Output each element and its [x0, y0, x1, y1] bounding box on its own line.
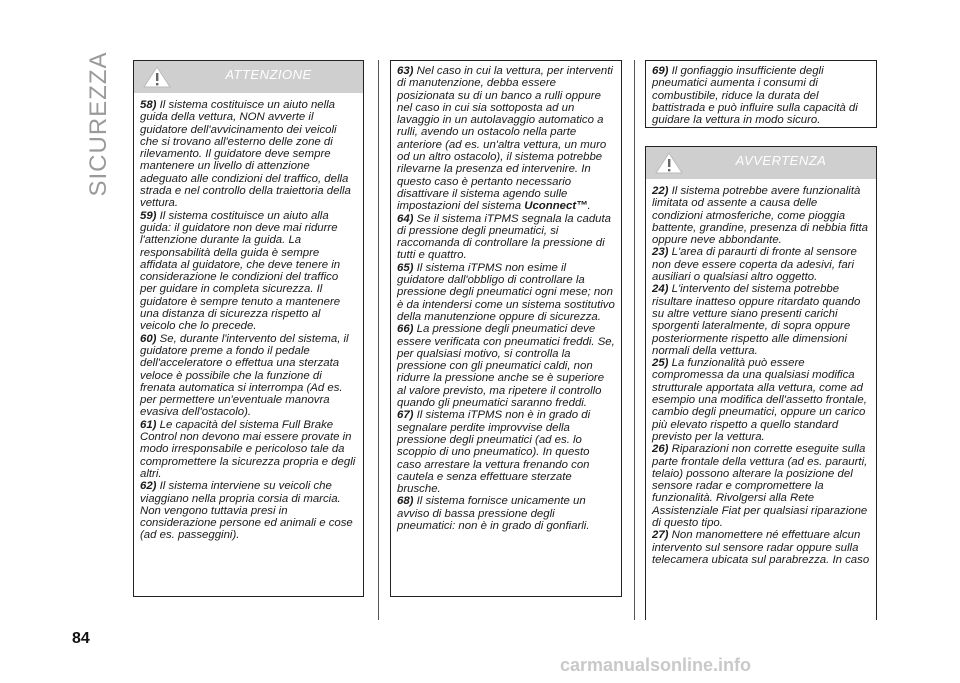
- avvertenza-box: [645, 146, 877, 620]
- note-number: 22): [652, 185, 669, 197]
- note-text: Se, durante l'intervento del sistema, il guidatore preme a fondo il pedale dell'acceleratore o effettua una sterzata veloce è possibile che la funzione di frenata automatica si interrompa (Ad es. per permettere un'eventuale manovra evasiva dell'ostacolo).: [140, 332, 349, 419]
- note-text: Il gonfiaggio insufficiente degli pneumatici aumenta i consumi di combustibile, riduce la durata del battistrada e può influire sulla capacità di guidare la vettura in modo sicuro.: [652, 65, 858, 127]
- note-item: [397, 65, 615, 213]
- note-number: 26): [652, 443, 669, 456]
- note-tail: .: [587, 200, 591, 213]
- attenzione-notes-col1: [140, 99, 357, 542]
- warning-triangle-icon: [654, 152, 684, 174]
- note-text: L'area di paraurti di fronte al sensore non deve essere coperta da adesivi, fari ausiliari o qualsiasi altro oggetto.: [652, 246, 857, 284]
- note-number: 68): [397, 495, 414, 508]
- note-text: Il sistema costituisce un aiuto nella guida della vettura, NON avverte il guidatore dell'avvicinamento dei veicoli che si trovano all'esterno delle zone di rilevamento. Il guidatore deve sempre mantenere un livello di attenzione adeguato alle condizioni del traffico, della strada e nel controllo della traiettoria della vettura.: [140, 99, 351, 210]
- note-text: Il sistema potrebbe avere funzionalità limitata od assente a causa delle condizioni atmosferiche, come pioggia battente, grandine, presenza di nebbia fitta oppure neve abbondante.: [652, 185, 868, 247]
- note-text: Le capacità del sistema Full Brake Control non devono mai essere provate in modo irresponsabile e pericoloso tale da compromettere la sicurezza propria e degli altri.: [140, 418, 356, 480]
- note-item: [652, 529, 870, 566]
- note-text: Il sistema interviene su veicoli che viaggiano nella propria corsia di marcia. Non vengono tuttavia presi in considerazione persone ed animali e cose (ad es. passeggini).: [140, 480, 353, 542]
- note-item: [652, 185, 870, 246]
- note-text: Il sistema iTPMS non esime il guidatore dall'obbligo di controllare la pressione degli pneumatici ogni mese; non è da intendersi come un sistema sostitutivo della manutenzione oppure di sicurezza.: [397, 261, 615, 323]
- note-item: [652, 357, 870, 443]
- attenzione-title: ATTENZIONE: [225, 67, 312, 82]
- note-number: 65): [397, 261, 414, 274]
- note-item: [397, 262, 615, 323]
- note-item: [652, 283, 870, 357]
- warning-triangle-icon: [142, 66, 172, 88]
- note-number: 25): [652, 357, 669, 370]
- note-number: 64): [397, 212, 414, 225]
- note-item: [652, 246, 870, 283]
- note-item: [397, 409, 615, 495]
- section-side-title: [76, 50, 112, 200]
- note-number: 27): [652, 529, 669, 542]
- attenzione-box: [133, 60, 364, 597]
- watermark: carmanualsonline.info: [560, 655, 752, 675]
- note-number: 69): [652, 65, 669, 77]
- note-item: [140, 99, 357, 210]
- note-item: [652, 443, 870, 529]
- note-text: Riparazioni non corrette eseguite sulla parte frontale della vettura (ad es. paraurti, telaio) possono alterare la posizione del sensore radar e compromettere la funzionalità. Rivolgersi alla Rete Assistenziale Fiat per qualsiasi riparazione di questo tipo.: [652, 443, 868, 530]
- note-item: [140, 480, 357, 541]
- attenzione-notes-col2: [397, 65, 615, 532]
- note-number: 66): [397, 323, 414, 336]
- attenzione-header: [134, 61, 363, 93]
- note-number: 61): [140, 418, 157, 431]
- note-text: Il sistema iTPMS non è in grado di segnalare perdite improvvise della pressione degli pneumatici (ad es. lo scoppio di uno pneumatico). In questo caso arrestare la vettura frenando con cautela e senza effettuare sterzate brusche.: [397, 409, 591, 496]
- attenzione-continued-box-2: [645, 60, 877, 128]
- note-number: 62): [140, 480, 157, 493]
- note-item: [397, 323, 615, 409]
- note-item: [140, 419, 357, 480]
- note-text: La funzionalità può essere compromessa da una qualsiasi modifica strutturale apportata alla vettura, come ad esempio una modifica dell'assetto frontale, cambio degli pneumatici, oppure un carico più elevato rispetto a quello standard previsto per la vettura.: [652, 357, 867, 443]
- column-divider: [634, 60, 635, 620]
- note-number: 60): [140, 332, 157, 345]
- attenzione-continued-box: [390, 60, 622, 597]
- note-text: Il sistema costituisce un aiuto alla guida: il guidatore non deve mai ridurre l'attenzione durante la guida. La responsabilità della guida è sempre affidata al guidatore, che deve tenere in considerazione le condizioni del traffico per guidare in completa sicurezza. Il guidatore è sempre tenuto a mantenere una distanza di sicurezza rispetto al veicolo che lo precede.: [140, 209, 341, 333]
- avvertenza-notes: [652, 185, 870, 566]
- note-emphasis: Uconnect™: [524, 200, 588, 213]
- note-item: [652, 65, 870, 126]
- note-item: [140, 210, 357, 333]
- avvertenza-header: [646, 147, 876, 179]
- avvertenza-title: AVVERTENZA: [735, 153, 827, 168]
- side-title-text: SICUREZZA: [85, 51, 112, 197]
- note-number: 63): [397, 65, 414, 77]
- attenzione-notes-col3: [652, 65, 870, 126]
- note-item: [397, 495, 615, 532]
- note-text: Nel caso in cui la vettura, per interventi di manutenzione, debba essere posizionata su di un banco a rulli oppure nel caso in cui sia sottoposta ad un lavaggio in un autolavaggio automatico a rulli, avendo un ostacolo nella parte anteriore (ad es. un'altra vettura, un muro od un altro ostacolo), il sistema potrebbe rilevarne la presenza ed intervenire. In questo caso è pertanto necessario disattivare il sistema agendo sulle impostazioni del sistema: [397, 65, 613, 213]
- note-number: 58): [140, 99, 157, 111]
- note-text: La pressione degli pneumatici deve essere verificata con pneumatici freddi. Se, per qualsiasi motivo, si controlla la pressione con gli pneumatici caldi, non ridurre la pressione anche se è superiore al valore previsto, ma ripetere il controllo quando gli pneumatici saranno freddi.: [397, 323, 615, 410]
- note-number: 23): [652, 246, 669, 259]
- note-text: Se il sistema iTPMS segnala la caduta di pressione degli pneumatici, si raccomanda di controllare la pressione di tutti e quattro.: [397, 212, 611, 262]
- column-divider: [378, 60, 379, 620]
- page-number: 84: [72, 630, 90, 647]
- note-item: [140, 333, 357, 419]
- note-item: [397, 213, 615, 262]
- note-text: Il sistema fornisce unicamente un avviso di bassa pressione degli pneumatici: non è in grado di gonfiarli.: [397, 495, 590, 532]
- note-text: L'intervento del sistema potrebbe risultare inatteso oppure ritardato quando su altre vetture siano presenti carichi sporgenti lateralmente, di sopra oppure posteriormente rispetto alle dimensioni normali della vettura.: [652, 283, 861, 357]
- note-text: Non manomettere né effettuare alcun intervento sul sensore radar oppure sulla telecamera ubicata sul parabrezza. In caso: [652, 529, 870, 566]
- note-number: 67): [397, 409, 414, 422]
- note-number: 24): [652, 283, 669, 296]
- note-number: 59): [140, 209, 157, 222]
